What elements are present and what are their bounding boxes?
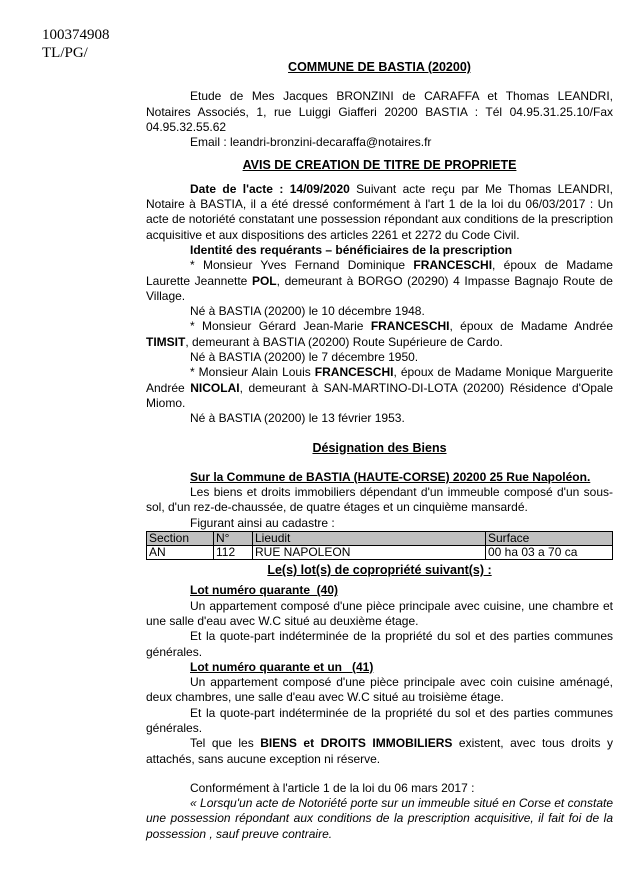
biens-droits-immobiliers: BIENS et DROITS IMMOBILIERS (260, 736, 453, 751)
requerant-1: * Monsieur Yves Fernand Dominique FRANCESCHI, époux de Madame Laurette Jeannette POL, demeurant à BORGO (20290) 4 Impasse Bagnajo Route de Village. (146, 258, 613, 303)
table-header-row (147, 532, 613, 546)
designation-location: Sur la Commune de BASTIA (HAUTE-CORSE) 20200 25 Rue Napoléon. (190, 469, 591, 484)
acte-paragraph (146, 182, 613, 243)
reference-initials: TL/PG/ (42, 45, 88, 61)
conformement-intro: Conformément à l'article 1 de la loi du 06 mars 2017 : (190, 780, 475, 795)
lot-41-description: Un appartement composé d'une pièce principale avec coin cuisine aménagé, deux chambres, une salle d'eau avec W.C situé au troisième étage. (146, 675, 613, 705)
lot-40-description: Un appartement composé d'une pièce principale avec cuisine, une chambre et une salle d'eau avec W.C situé au deuxième étage. (146, 598, 613, 628)
designation-title: Désignation des Biens (312, 440, 447, 455)
requerant-1-birth: Né à BASTIA (20200) le 10 décembre 1948. (190, 304, 425, 319)
conformement-quote: « Lorsqu'un acte de Notoriété porte sur un immeuble situé en Corse et constate une possession répondant aux conditions de la prescription acquisitive, il fait foi de la possession , sauf preuve contraire. (146, 796, 613, 841)
email-line (146, 135, 613, 150)
requerant-3-birth: Né à BASTIA (20200) le 13 février 1953. (190, 411, 405, 426)
email-label: Email : (190, 135, 231, 150)
cell-surface: 00 ha 03 a 70 ca (486, 546, 613, 560)
spouse-surname: POL (251, 273, 277, 288)
cell-number: 112 (214, 546, 253, 560)
table-row (147, 546, 613, 560)
spouse-surname: TIMSIT (146, 334, 186, 349)
reference-number: 100374908 (42, 27, 110, 43)
commune-title: COMMUNE DE BASTIA (20200) (288, 60, 471, 74)
cadastre-intro: Figurant ainsi au cadastre : (190, 515, 335, 530)
column-header-lieudit: Lieudit (253, 532, 486, 546)
designation-description: Les biens et droits immobiliers dépendant d'un immeuble composé d'un sous-sol, d'un rez-de-chaussée, de quatre étages et un cinquième mansardé. (146, 485, 613, 515)
lots-title: Le(s) lot(s) de copropriété suivant(s) : (267, 563, 492, 578)
notice-document (146, 56, 613, 842)
requerant-surname: FRANCESCHI (413, 258, 493, 273)
date-label: Date de l'acte : (190, 181, 290, 196)
cadastre-table (146, 531, 613, 560)
date-value: 14/09/2020 (289, 181, 350, 196)
requerant-surname: FRANCESCHI (314, 365, 394, 380)
identity-heading: Identité des requérants – bénéficiaires de la prescription (190, 242, 513, 257)
requerant-surname: FRANCESCHI (370, 319, 450, 334)
acte-body: Suivant acte reçu par Me Thomas LEANDRI, Notaire à BASTIA, il a été dressé conformément à l'art 1 de la loi du 06/03/2017 : Un acte de notoriété constatant une possession répondant aux conditions de la prescription acquisitive et aux dispositions des articles 2261 et 2272 du Code Civil. (146, 181, 613, 242)
lot-40-quote-part: Et la quote-part indéterminée de la propriété du sol et des parties communes générales. (146, 629, 613, 659)
cell-section: AN (147, 546, 214, 560)
requerant-3: * Monsieur Alain Louis FRANCESCHI, époux de Madame Monique Marguerite Andrée NICOLAI, demeurant à SAN-MARTINO-DI-LOTA (20200) Résidence d'Opale Miomo. (146, 365, 613, 410)
tel-que-paragraph: Tel que les BIENS et DROITS IMMOBILIERS existent, avec tous droits y attachés, sans aucune exception ni réserve. (146, 736, 614, 766)
lot-40-heading: Lot numéro quarante (40) (190, 583, 339, 598)
cell-lieudit: RUE NAPOLEON (253, 546, 486, 560)
requerant-2-birth: Né à BASTIA (20200) le 7 décembre 1950. (190, 350, 419, 365)
column-header-number: N° (214, 532, 253, 546)
etude-address: Etude de Mes Jacques BRONZINI de CARAFFA et Thomas LEANDRI, Notaires Associés, 1, rue Luiggi Giafferi 20200 BASTIA : Tél 04.95.31.25.10/Fax 04.95.32.55.62 (146, 89, 613, 134)
lot-41-quote-part: Et la quote-part indéterminée de la propriété du sol et des parties communes générales. (146, 705, 613, 735)
spouse-surname: NICOLAI (190, 380, 240, 395)
reference-block (42, 26, 110, 62)
column-header-section: Section (147, 532, 214, 546)
requerant-2: * Monsieur Gérard Jean-Marie FRANCESCHI, époux de Madame Andrée TIMSIT, demeurant à BASTIA (20200) Route Supérieure de Cardo. (146, 319, 613, 349)
avis-title: AVIS DE CREATION DE TITRE DE PROPRIETE (242, 158, 517, 173)
email-address: leandri-bronzini-decaraffa@notaires.fr (230, 135, 432, 150)
lot-41-heading: Lot numéro quarante et un (41) (190, 659, 374, 674)
column-header-surface: Surface (486, 532, 613, 546)
